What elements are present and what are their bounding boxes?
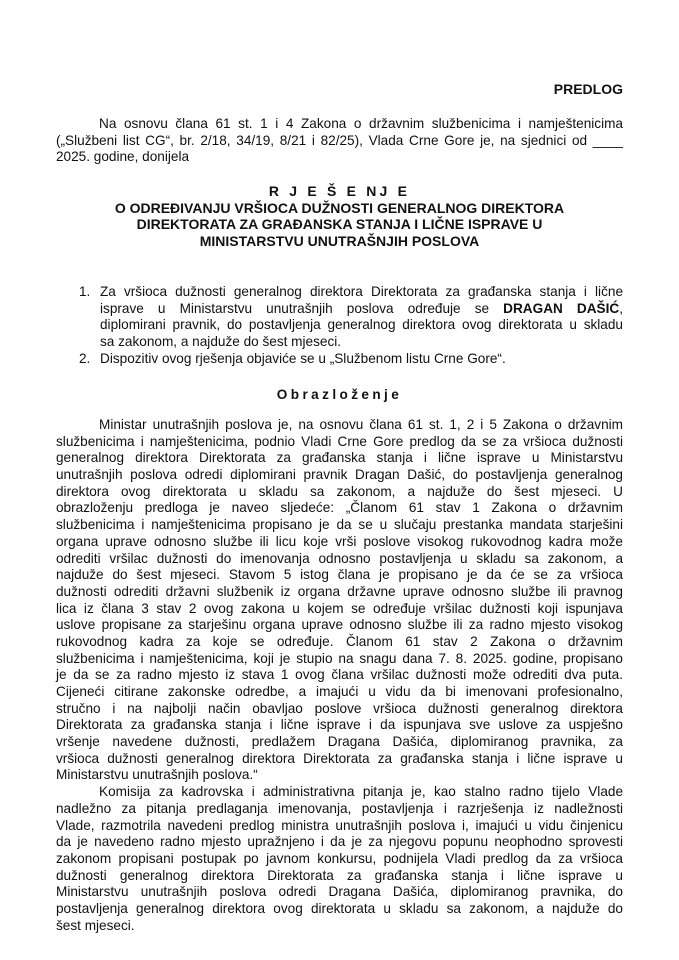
text-line: Na osnovu člana 61 st. 1 i 4 Zakona o državnim službenicima i namještenicima [99,116,623,131]
text-line: lica iz člana 3 stav 2 ovog zakona u kojem se određuje vršilac dužnosti koji ispunjava [56,600,623,616]
text-line: odrediti vršilac dužnosti do imenovanja odnosno postavljenja u skladu sa zakonom, a [56,550,623,566]
list-item [56,351,623,368]
item-line: diplomirani pravnik, do postavljenja generalnog direktora ovog direktorata u skladu [100,317,623,333]
text-line: je da se za radno mjesto iz stava 1 ovog člana vršilac dužnosti može odrediti dva puta. [56,667,623,683]
text-line: Cijeneći citirane zakonske odredbe, a imajući u vidu da bi imenovani profesionalno, [56,684,623,699]
text-line: vršenje navedene dužnosti, predlažem Dragana Dašića, diplomiranog pravnika, za [56,734,623,750]
item-line [100,301,623,318]
text-line: Direktorata za građanska stanja i lične isprave i da ispunjava sve uslove za uspješno [56,717,623,733]
text-line: stručno i na najbolji način obavljao poslove vršioca dužnosti generalnog direktora [56,700,623,716]
explanation-heading: Obrazloženje [276,387,403,402]
text-line: obrazloženju predloga je naveo sljedeće: „Članom 61 stav 1 Zakona o državnim [56,500,623,516]
text-line: unutrašnjih poslova odredi diplomirani pravnik Dragan Dašić, do postavljenja generalnog [56,467,623,483]
title-line: MINISTARSTVU UNUTRAŠNJIH POSLOVA [199,233,480,250]
explanation-body [56,417,623,934]
text-line: generalnog direktora Direktorata za građanska stanja i lične isprave u Ministarstvu [56,450,623,466]
decision-heading: R J E Š E NJ E [268,183,411,199]
preamble-paragraph [56,116,623,166]
text-line: službenicima i namještenicima, podnio Vladi Crne Gore predlog da se za vršioca dužnosti [56,433,623,449]
text-line: postavljenja generalnog direktora ovog direktorata u skladu sa zakonom, a najduže do [56,900,623,916]
item-line: Dispozitiv ovog rješenja objaviće se u „Službenom listu Crne Gore“. [100,350,506,366]
text-line: Ministarstvu unutrašnjih poslova.“ [56,767,258,783]
text-line: rukovodnog kadra za koje se određuje. Članom 61 stav 2 Zakona o državnim [56,633,623,649]
item-text: isprave u Ministarstvu unutrašnjih poslova određuje se [100,300,504,316]
title-line: O ODREĐIVANJU VRŠIOCA DUŽNOSTI GENERALNOG DIREKTORA [114,199,565,216]
text-line: uslove propisane za starješinu organa uprave odnosno službe ili za radno mjesto visokog [56,617,623,633]
text-line: Komisija za kadrovska i administrativna pitanja je, kao stalno radno tijelo Vlade [99,784,623,800]
text-line: direktora ovog direktorata u skladu sa zakonom, a najduže do šest mjeseci. U [56,483,623,499]
text-line: šest mjeseci. [56,917,135,933]
text-line: („Službeni list CG“, br. 2/18, 34/19, 8/21 i 82/25), Vlada Crne Gore je, na sjednici od ____ [56,132,623,148]
item-number: 2. [79,350,91,366]
text-line: Vlade, razmotrila navedeni predlog ministra unutrašnjih poslova i, imajući u vidu činjenicu [56,817,623,833]
item-number: 1. [79,284,91,299]
text-line: 2025. godine, donijela [56,149,190,165]
text-line: organa uprave odnosno službe ili licu koje vrši poslove visokog rukovodnog kadra može [56,533,623,549]
text-line: da je navedeno radno mjesto upražnjeno i da je za njegovu popunu neophodno sprovesti [56,834,623,850]
document-label: PREDLOG [553,81,623,97]
item-line: sa zakonom, a najduže do šest mjeseci. [100,334,342,350]
item-line: Za vršioca dužnosti generalnog direktora Direktorata za građanska stanja i lične [100,284,623,299]
item-text: , [619,300,623,316]
text-line: nadležno za pitanja predlaganja imenovanja, postavljenja i razrješenja iz nadležnosti [56,800,623,816]
text-line: dužnosti odrediti državni službenik iz organa državne uprave odnosno službe ili pravnog [56,583,623,599]
text-line: najduže do šest mjeseci. Stavom 5 istog člana je propisano je da će se za vršioca [56,567,623,583]
explanation-paragraph [56,417,623,784]
text-line: dužnosti generalnog direktora Direktorata za građanska stanja i lične isprave u [56,867,623,883]
text-line: službenicima i namještenicima propisano je da se u slučaju prestanka mandata starješini [56,517,623,533]
decision-title [56,183,623,250]
explanation-paragraph [56,784,623,934]
text-line: službenicima i namještenicima, koji je stupio na snagu dana 7. 8. 2025. godine, propisano [56,650,623,666]
appointee-name: DRAGAN DAŠIĆ [503,300,620,316]
title-line: DIREKTORATA ZA GRAĐANSKA STANJA I LIČNE ISPRAVE U [136,216,543,233]
list-item [56,284,623,351]
decision-items [56,284,623,367]
text-line: Ministar unutrašnjih poslova je, na osnovu člana 61 st. 1, 2 i 5 Zakona o državnim [99,417,623,432]
text-line: vršioca dužnosti generalnog direktora Direktorata za građanska stanja i lične isprave u [56,750,623,766]
text-line: Ministarstvu unutrašnjih poslova odredi Dragana Dašića, diplomiranog pravnika, do [56,884,623,900]
text-line: zakonom propisani postupak po javnom konkursu, podnijela Vladi predlog da za vršioca [56,850,623,866]
